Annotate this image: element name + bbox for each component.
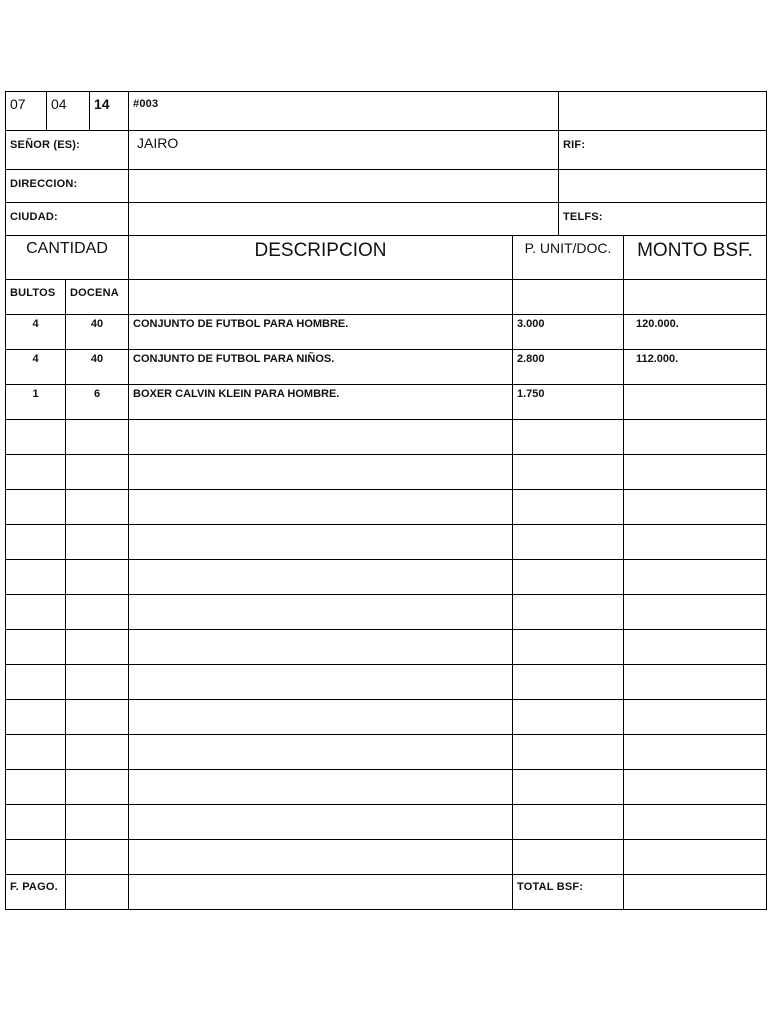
rif-cell xyxy=(558,131,766,169)
column-header-row xyxy=(5,235,767,279)
bultos-cell xyxy=(6,700,65,734)
bultos-cell xyxy=(6,735,65,769)
p-unit-cell xyxy=(512,840,623,874)
descripcion-cell xyxy=(128,735,512,769)
p-unit-cell: 2.800 xyxy=(512,350,623,384)
descripcion-cell xyxy=(128,525,512,559)
table-row xyxy=(5,419,767,454)
table-row xyxy=(5,839,767,874)
direccion-row xyxy=(5,169,767,202)
bultos-header-cell xyxy=(6,280,65,314)
bultos-cell xyxy=(6,525,65,559)
total-label: TOTAL BSF: xyxy=(517,881,584,893)
bultos-cell xyxy=(6,770,65,804)
bultos-cell xyxy=(6,630,65,664)
senor-value: JAIRO xyxy=(137,135,179,151)
p-unit-cell xyxy=(512,630,623,664)
docena-cell xyxy=(65,805,128,839)
table-row xyxy=(5,699,767,734)
descripcion-cell xyxy=(128,455,512,489)
bultos-cell xyxy=(6,560,65,594)
monto-cell xyxy=(623,560,766,594)
direccion-label: DIRECCION: xyxy=(10,178,78,190)
day-cell xyxy=(6,92,46,130)
docena-cell xyxy=(65,490,128,524)
bultos-cell: 4 xyxy=(32,353,39,365)
table-row xyxy=(5,629,767,664)
table-row xyxy=(5,559,767,594)
cantidad-header-cell xyxy=(6,236,128,279)
monto-cell xyxy=(623,455,766,489)
bultos-cell xyxy=(6,490,65,524)
footer-row xyxy=(5,874,767,910)
docena-cell: 40 xyxy=(65,350,128,384)
month-cell xyxy=(46,92,89,130)
docena-cell xyxy=(65,700,128,734)
bultos-header: BULTOS xyxy=(10,287,56,299)
descripcion-cell xyxy=(128,805,512,839)
day-value: 07 xyxy=(10,96,26,112)
descripcion-cell: CONJUNTO DE FUTBOL PARA NIÑOS. xyxy=(128,350,512,384)
docena-cell xyxy=(65,455,128,489)
p-unit-header-cell xyxy=(512,236,623,279)
senor-label-cell xyxy=(6,131,128,169)
table-row xyxy=(5,524,767,559)
monto-cell: 120.000. xyxy=(623,315,766,349)
monto-cell xyxy=(623,665,766,699)
descripcion-cell xyxy=(128,560,512,594)
ciudad-row xyxy=(5,202,767,235)
monto-cell: 112.000. xyxy=(623,350,766,384)
monto-cell xyxy=(623,490,766,524)
monto-cell xyxy=(623,840,766,874)
table-row xyxy=(5,489,767,524)
cantidad-header: CANTIDAD xyxy=(26,240,108,257)
senor-row xyxy=(5,130,767,169)
table-row xyxy=(5,664,767,699)
ciudad-label-cell xyxy=(6,203,128,235)
p-unit-cell xyxy=(512,560,623,594)
desc-sub-cell xyxy=(128,280,512,314)
monto-sub-cell xyxy=(623,280,766,314)
p-unit-cell: 3.000 xyxy=(512,315,623,349)
table-row xyxy=(5,314,767,349)
subheader-row xyxy=(5,279,767,314)
monto-cell xyxy=(623,525,766,559)
descripcion-cell xyxy=(128,630,512,664)
f-pago-value-cell xyxy=(65,875,128,909)
monto-cell xyxy=(623,770,766,804)
monto-header: MONTO BSF. xyxy=(637,240,753,261)
p-unit-cell xyxy=(512,735,623,769)
table-row xyxy=(5,384,767,419)
monto-cell xyxy=(623,735,766,769)
bultos-cell xyxy=(6,595,65,629)
bultos-cell xyxy=(6,665,65,699)
p-unit-cell xyxy=(512,490,623,524)
f-pago-label: F. PAGO. xyxy=(10,881,58,893)
rif-label: RIF: xyxy=(563,139,586,151)
total-value-cell xyxy=(623,875,766,909)
docena-header-cell xyxy=(65,280,128,314)
month-value: 04 xyxy=(51,96,67,112)
p-unit-cell xyxy=(512,525,623,559)
p-unit-header: P. UNIT/DOC. xyxy=(524,240,612,256)
docena-cell: 40 xyxy=(65,315,128,349)
docena-cell xyxy=(65,595,128,629)
bultos-cell xyxy=(6,455,65,489)
p-unit-cell xyxy=(512,770,623,804)
bultos-cell xyxy=(6,420,65,454)
descripcion-cell xyxy=(128,700,512,734)
bultos-cell xyxy=(6,840,65,874)
direccion-label-cell xyxy=(6,170,128,202)
descripcion-cell: CONJUNTO DE FUTBOL PARA HOMBRE. xyxy=(128,315,512,349)
monto-cell xyxy=(623,630,766,664)
table-row xyxy=(5,594,767,629)
descripcion-cell xyxy=(128,420,512,454)
monto-cell xyxy=(623,385,766,419)
docena-cell xyxy=(65,560,128,594)
p-unit-cell xyxy=(512,665,623,699)
descripcion-cell xyxy=(128,595,512,629)
direccion-extra-cell xyxy=(558,170,766,202)
monto-cell xyxy=(623,595,766,629)
descripcion-cell xyxy=(128,665,512,699)
senor-value-cell xyxy=(128,131,558,169)
descripcion-cell xyxy=(128,490,512,524)
bultos-cell xyxy=(6,805,65,839)
table-row xyxy=(5,734,767,769)
p-unit-cell xyxy=(512,700,623,734)
table-row xyxy=(5,804,767,839)
p-unit-cell xyxy=(512,455,623,489)
footer-desc-cell xyxy=(128,875,512,909)
p-unit-cell xyxy=(512,595,623,629)
senor-label: SEÑOR (ES): xyxy=(10,139,81,151)
p-unit-cell: 1.750 xyxy=(512,385,623,419)
f-pago-label-cell xyxy=(6,875,65,909)
docena-header: DOCENA xyxy=(70,287,119,299)
bultos-cell: 1 xyxy=(32,388,39,400)
telfs-label: TELFS: xyxy=(563,211,603,223)
descripcion-cell xyxy=(128,840,512,874)
table-row xyxy=(5,454,767,489)
invoice-form xyxy=(5,91,767,910)
docena-cell: 6 xyxy=(65,385,128,419)
descripcion-cell: BOXER CALVIN KLEIN PARA HOMBRE. xyxy=(128,385,512,419)
total-label-cell xyxy=(512,875,623,909)
table-row xyxy=(5,769,767,804)
docena-cell xyxy=(65,840,128,874)
direccion-value-cell xyxy=(128,170,558,202)
table-row xyxy=(5,349,767,384)
punit-sub-cell xyxy=(512,280,623,314)
monto-header-cell xyxy=(623,236,766,279)
p-unit-cell xyxy=(512,805,623,839)
monto-cell xyxy=(623,420,766,454)
descripcion-header-cell xyxy=(128,236,512,279)
header-blank-cell xyxy=(558,92,766,130)
date-number-row xyxy=(5,91,767,130)
descripcion-header: DESCRIPCION xyxy=(254,240,387,261)
docena-cell xyxy=(65,735,128,769)
docena-cell xyxy=(65,525,128,559)
monto-cell xyxy=(623,805,766,839)
invoice-number: #003 xyxy=(133,98,159,110)
docena-cell xyxy=(65,665,128,699)
ciudad-value-cell xyxy=(128,203,558,235)
monto-cell xyxy=(623,700,766,734)
docena-cell xyxy=(65,630,128,664)
docena-cell xyxy=(65,420,128,454)
year-cell xyxy=(89,92,128,130)
number-cell xyxy=(128,92,558,130)
ciudad-label: CIUDAD: xyxy=(10,211,58,223)
descripcion-cell xyxy=(128,770,512,804)
docena-cell xyxy=(65,770,128,804)
telfs-cell xyxy=(558,203,766,235)
bultos-cell: 4 xyxy=(32,318,39,330)
year-value: 14 xyxy=(94,96,110,112)
p-unit-cell xyxy=(512,420,623,454)
